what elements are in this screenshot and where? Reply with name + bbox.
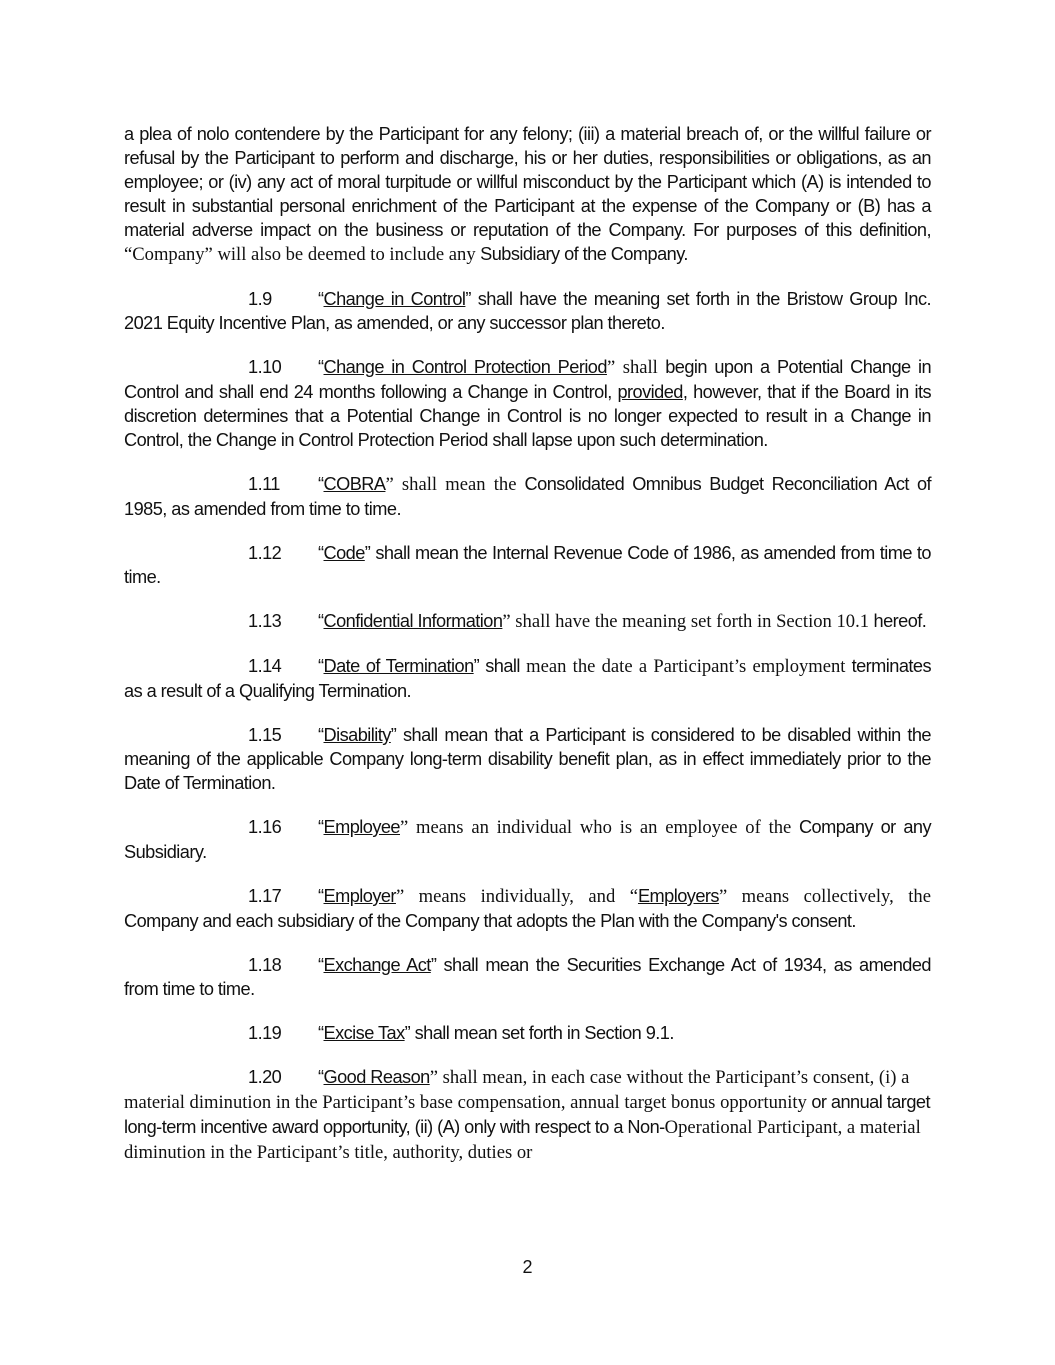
section-number: 1.20 [248, 1067, 282, 1087]
defined-term: COBRA [323, 474, 386, 494]
section-text-serif: mean the date a Participant’s employment [519, 656, 846, 677]
intro-paragraph [124, 122, 931, 267]
section-text: ” shall mean the Internal Revenue Code of 1986, as amended from time to time. [124, 543, 931, 587]
section-number: 1.11 [248, 474, 280, 494]
section-text-serif: Operational Participant, a material diminution in the Participant’s title, authority, duties or [124, 1117, 921, 1163]
defined-term: Exchange Act [323, 955, 431, 975]
section-text: or annual target long-term incentive award opportunity, (ii) (A) only with respect to a Non- [124, 1092, 930, 1137]
intro-text-end: Subsidiary of the Company. [475, 244, 688, 264]
section-text: ” shall mean that a Participant is considered to be disabled within the meaning of the applicable Company long-term disability benefit plan, as in effect immediately prior to the Date of Termination. [124, 725, 931, 793]
section-text: Consolidated Omnibus Budget Reconciliation Act of 1985, as amended from time to time. [124, 474, 932, 519]
quote-open: “ [318, 955, 324, 975]
section-number: 1.19 [248, 1023, 282, 1043]
section-number: 1.14 [248, 656, 282, 676]
section-text: , however, that if the Board in its discretion determines that a Potential Change in Control is no longer expected to result in a Change in Control, the Change in Control Protection Period shall lapse upon such determination. [124, 382, 931, 450]
section-text-serif: ” shall have the meaning set forth in Section 10.1 [502, 611, 870, 632]
section-1-20 [124, 1065, 931, 1165]
section-1-19 [124, 1021, 931, 1045]
intro-text: a plea of nolo contendere by the Participant for any felony; (iii) a material breach of, or the willful failure or refusal by the Participant to perform and discharge, his or her duties, responsibilities or obligations, as an employee; or (iv) any act of moral turpitude or willful misconduct by the Participant which (A) is intended to result in substantial personal enrichment of the Participant at the expense of the Company or (B) has a material adverse impact on the business or reputation of the Company. For purposes of this definition, [124, 124, 931, 240]
section-number: 1.16 [248, 817, 282, 837]
quote-open: “ [318, 543, 324, 563]
defined-term: Change in Control [323, 289, 466, 309]
defined-term: Good Reason [323, 1067, 430, 1087]
section-1-10 [124, 355, 931, 452]
quote-open: “ [318, 357, 324, 377]
section-number: 1.17 [248, 886, 282, 906]
section-text: Company and each subsidiary of the Company that adopts the Plan with the Company's consent. [124, 911, 856, 931]
section-text-serif: ” means collectively, the [718, 886, 931, 907]
emphasis-term: provided [617, 382, 683, 402]
quote-open: “ [318, 289, 324, 309]
section-1-16 [124, 815, 931, 864]
section-text-serif: ” shall [606, 357, 658, 378]
section-text: ” shall have the meaning set forth in the Bristow Group Inc. 2021 Equity Incentive Plan, as amended, or any successor plan thereto. [124, 289, 931, 333]
defined-term: Change in Control Protection Period [323, 357, 607, 377]
quote-open: “ [318, 474, 324, 494]
section-text: terminates as a result of a Qualifying Termination. [124, 656, 931, 701]
quote-open: “ [318, 725, 324, 745]
defined-term: Excise Tax [323, 1023, 405, 1043]
quote-open: “ [318, 656, 324, 676]
section-text: Company or any Subsidiary. [124, 817, 931, 862]
section-1-13 [124, 609, 931, 634]
section-1-11 [124, 472, 931, 521]
section-text-serif: ” means individually, and “ [395, 886, 638, 907]
section-text: ” shall mean the Securities Exchange Act of 1934, as amended from time to time. [124, 955, 931, 999]
intro-text-serif: “Company” will also be deemed to include any [124, 244, 476, 265]
document-page [124, 122, 931, 1185]
defined-term: Employer [323, 886, 396, 906]
quote-open: “ [318, 817, 324, 837]
section-text: ” shall [473, 656, 520, 676]
defined-term: Employers [637, 886, 719, 906]
section-text: hereof. [869, 611, 927, 631]
section-1-17 [124, 884, 931, 933]
defined-term: Disability [323, 725, 391, 745]
quote-open: “ [318, 1067, 324, 1087]
section-1-18 [124, 953, 931, 1001]
section-number: 1.18 [248, 955, 282, 975]
section-number: 1.15 [248, 725, 282, 745]
quote-open: “ [318, 611, 324, 631]
section-number: 1.10 [248, 357, 282, 377]
section-text-serif: ” shall mean, in each case without the Participant’s consent, (i) a material diminution in the Participant’s base compensation, annual target bonus opportunity [124, 1067, 910, 1113]
defined-term: Code [323, 543, 365, 563]
section-number: 1.12 [248, 543, 282, 563]
defined-term: Employee [323, 817, 400, 837]
quote-open: “ [318, 1023, 324, 1043]
section-text: ” shall mean set forth in Section 9.1. [404, 1023, 674, 1043]
section-1-9 [124, 287, 931, 335]
section-text-serif: ” means an individual who is an employee of the [400, 817, 792, 838]
section-1-12 [124, 541, 931, 589]
defined-term: Confidential Information [323, 611, 503, 631]
page-number: 2 [522, 1257, 533, 1277]
defined-term: Date of Termination [323, 656, 474, 676]
section-text-serif: ” shall mean the [385, 474, 517, 495]
section-1-15 [124, 723, 931, 795]
section-number: 1.9 [248, 289, 272, 309]
section-number: 1.13 [248, 611, 282, 631]
quote-open: “ [318, 886, 324, 906]
section-text: begin upon a Potential Change in Control and shall end 24 months following a Change in Control, [124, 357, 932, 402]
section-1-14 [124, 654, 931, 703]
